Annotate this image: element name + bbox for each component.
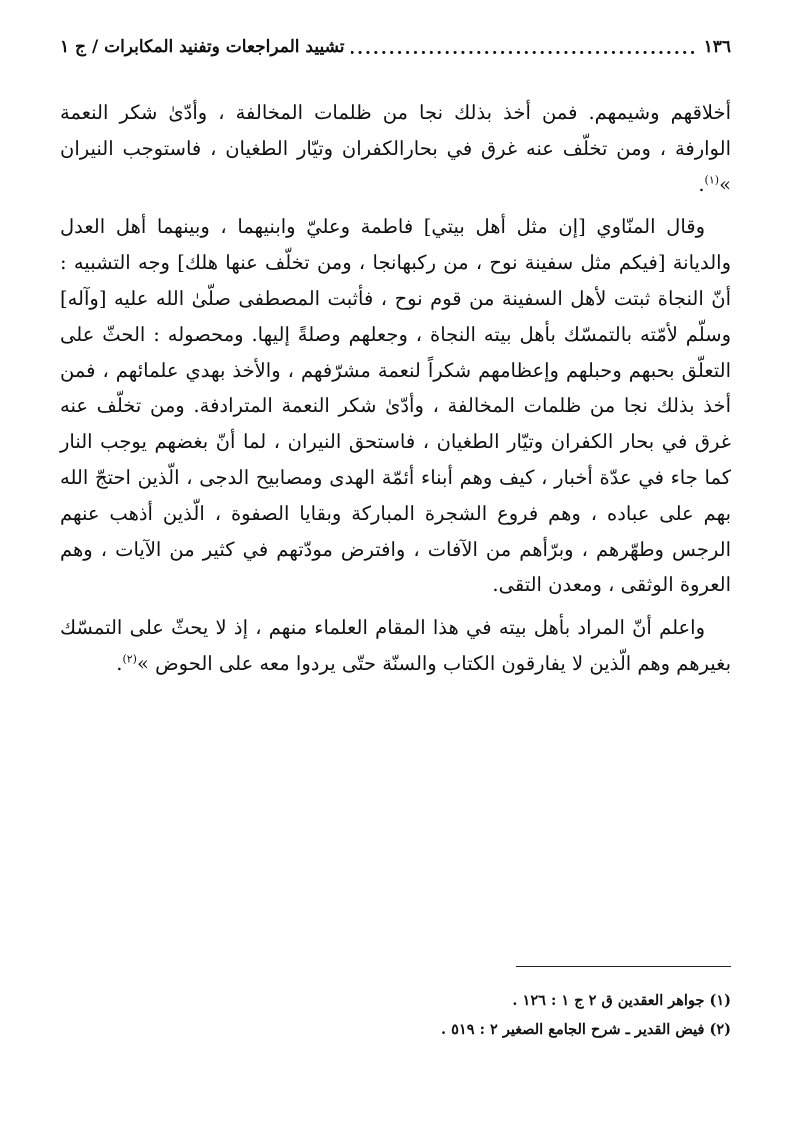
footnote-2: (٢) فيض القدير ـ شرح الجامع الصغير ٢ : ٥١٩ . (441, 1021, 731, 1038)
footnote-ref-1: (١) (704, 173, 720, 187)
paragraph-3-text: واعلم أنّ المراد بأهل بيته في هذا المقام العلماء منهم ، إذ لا يحثّ على التمسّك بغيرهم وهم الّذين لا يفارقون الكتاب والسنّة حتّى يردوا معه على الحوض » (60, 616, 731, 675)
book-page (60, 0, 731, 1129)
running-header (60, 33, 731, 61)
paragraph-1 (60, 95, 731, 202)
page-number: ١٣٦ (703, 37, 731, 57)
footnote-ref-2: (٢) (122, 652, 137, 666)
paragraph-3-end: . (116, 651, 123, 675)
running-title: تشييد المراجعات وتفنيد المكابرات / ج ١ (60, 37, 345, 57)
paragraph-1-text: أخلاقهم وشيمهم. فمن أخذ بذلك نجا من ظلمات المخالفة ، وأدّىٰ شكر النعمة الوارفة ، ومن تخلّف عنه غرق في بحارالكفران وتيّار الطغيان ، فاستوجب النيران » (60, 101, 731, 196)
paragraph-2: وقال المنّاوي [إن مثل أهل بيتي] فاطمة وعليّ وابنيهما ، وبينهما أهل العدل والديانة [فيكم مثل سفينة نوح ، من ركبهانجا ، ومن تخلّف عنها هلك] وجه التشبيه : أنّ النجاة ثبتت لأهل السفينة من قوم نوح ، فأثبت المصطفى صلّىٰ الله عليه [وآله] وسلّم لأمّته بالتمسّك بأهل بيته النجاة ، وجعلهم وصلةً إليها. ومحصوله : الحثّ على التعلّق بحبهم وحبلهم وإعظامهم شكراً لنعمة مشرّفهم ، والأخذ بهدي علمائهم ، فمن أخذ بذلك نجا من ظلمات المخالفة ، وأدّىٰ شكر النعمة المترادفة. ومن تخلّف عنه غرق في بحار الكفران وتيّار الطغيان ، فاستحق النيران ، لما أنّ بغضهم يوجب النار كما جاء في عدّة أخبار ، كيف وهم أبناء أئمّة الهدى ومصابيح الدجى ، الّذين احتجّ الله بهم على عباده ، وهم فروع الشجرة المباركة وبقايا الصفوة ، الّذين أذهب عنهم الرجس وطهّرهم ، وبرّأهم من الآفات ، وافترض مودّتهم في كثير من الآيات ، وهم العروة الوثقى ، ومعدن التقى. (60, 215, 731, 597)
paragraph-1-end: . (698, 172, 705, 196)
body-text (60, 95, 731, 682)
footnotes (60, 986, 731, 1044)
footnote-separator (516, 966, 731, 967)
header-dot-leader (351, 37, 698, 58)
footnote-1: (١) جواهر العقدين ق ٢ ج ١ : ١٢٦ . (512, 992, 731, 1009)
paragraph-3 (60, 610, 731, 682)
